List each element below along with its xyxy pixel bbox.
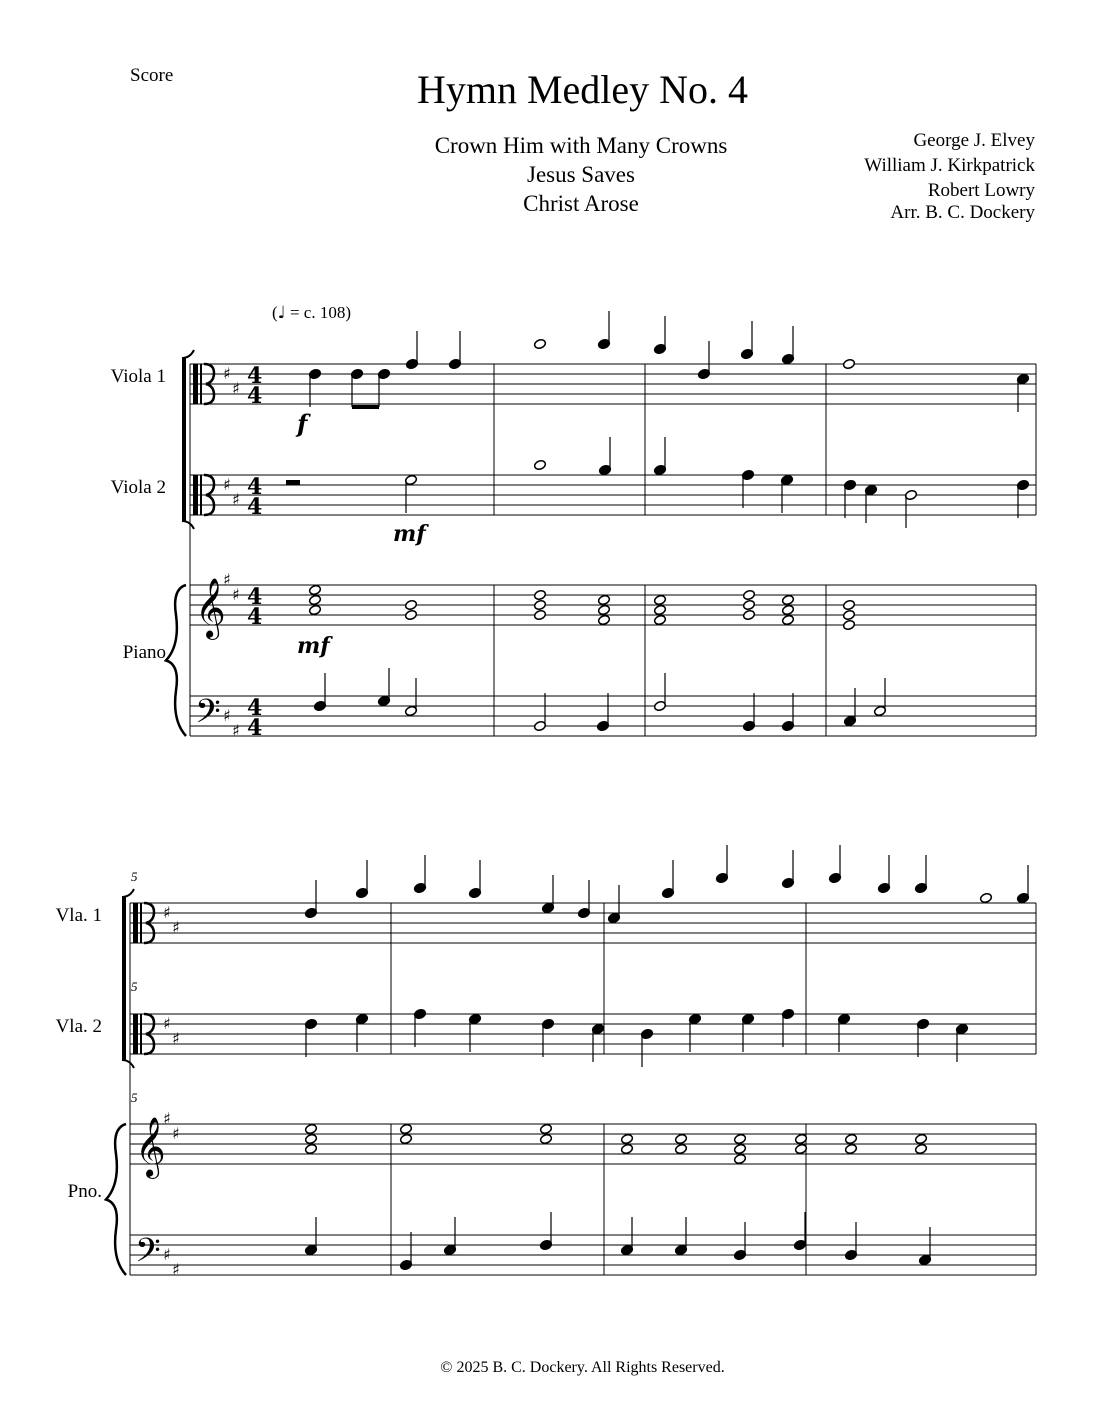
tempo-text: = c. 108 <box>289 303 346 322</box>
bracket <box>122 897 126 1060</box>
notehead <box>844 1133 857 1144</box>
time-signature-beats: 4 <box>247 584 263 610</box>
bracket-hook <box>122 889 134 897</box>
subtitle-3: Christ Arose <box>523 191 639 216</box>
notehead <box>539 1133 552 1144</box>
notehead <box>979 892 992 903</box>
notehead <box>304 1143 317 1154</box>
notehead <box>742 599 755 610</box>
notehead <box>781 614 794 625</box>
sharp-icon: ♯ <box>172 1260 180 1279</box>
subtitle-1: Crown Him with Many Crowns <box>434 133 728 158</box>
notehead <box>308 594 321 605</box>
notehead <box>399 1123 412 1134</box>
measure-number-viola2: 5 <box>131 979 138 994</box>
bracket-hook <box>182 521 194 529</box>
bracket-hook <box>122 1060 134 1068</box>
notehead <box>842 619 855 630</box>
notehead <box>844 1143 857 1154</box>
copyright-notice: © 2025 B. C. Dockery. All Rights Reserved. <box>440 1359 725 1376</box>
sharp-icon: ♯ <box>172 918 180 937</box>
tempo-close: ) <box>345 303 352 322</box>
notehead <box>620 1143 633 1154</box>
notehead <box>742 589 755 600</box>
notehead <box>308 604 321 615</box>
sharp-icon: ♯ <box>163 1014 171 1033</box>
notehead <box>597 594 610 605</box>
notehead <box>533 589 546 600</box>
sharp-icon: ♯ <box>223 570 231 589</box>
notehead <box>914 1133 927 1144</box>
quarter-note-icon: ♩ <box>277 303 286 323</box>
alto-clef-icon <box>200 364 202 404</box>
alto-clef-icon <box>193 475 198 515</box>
time-signature-unit: 4 <box>247 383 263 409</box>
instrument-label-viola2-short: Vla. 2 <box>55 1016 102 1037</box>
notehead <box>597 604 610 615</box>
dynamic-viola2: mf <box>393 521 426 547</box>
alto-clef-icon <box>133 1014 138 1054</box>
measure-number-viola1: 5 <box>131 869 138 884</box>
alto-clef-icon <box>200 475 202 515</box>
alto-clef-icon <box>133 903 138 943</box>
notehead <box>842 358 855 369</box>
time-signature-unit: 4 <box>247 604 263 630</box>
sharp-icon: ♯ <box>223 475 231 494</box>
notehead <box>742 609 755 620</box>
notehead <box>733 1133 746 1144</box>
notehead <box>308 584 321 595</box>
staff-lines <box>106 350 1036 1275</box>
notehead <box>304 1133 317 1144</box>
time-signature-unit: 4 <box>247 494 263 520</box>
sharp-icon: ♯ <box>232 490 240 509</box>
sharp-icon: ♯ <box>172 1029 180 1048</box>
composer-2: William J. Kirkpatrick <box>864 155 1035 176</box>
notehead <box>399 1133 412 1144</box>
notehead <box>597 614 610 625</box>
notehead <box>842 609 855 620</box>
tempo-open: ( <box>272 303 278 322</box>
notehead <box>620 1133 633 1144</box>
sharp-icon: ♯ <box>232 721 240 740</box>
treble-clef-icon: 𝄞 <box>135 1117 166 1177</box>
composer-3: Robert Lowry <box>927 180 1035 201</box>
notehead <box>404 599 417 610</box>
sharp-icon: ♯ <box>163 903 171 922</box>
dynamic-viola1: f <box>297 409 308 438</box>
instrument-label-piano: Piano <box>122 642 166 663</box>
alto-clef-icon <box>140 903 142 943</box>
notehead <box>533 609 546 620</box>
sharp-icon: ♯ <box>163 1245 171 1264</box>
instrument-label-piano-short: Pno. <box>67 1181 102 1202</box>
composer-4: Arr. B. C. Dockery <box>890 202 1035 223</box>
bracket <box>182 358 186 521</box>
notehead <box>842 599 855 610</box>
sharp-icon: ♯ <box>223 706 231 725</box>
instrument-label-viola2: Viola 2 <box>110 477 166 498</box>
bass-clef-icon: 𝄢 <box>195 693 221 739</box>
sharp-icon: ♯ <box>163 1109 171 1128</box>
page-title: Hymn Medley No. 4 <box>416 67 749 112</box>
sharp-icon: ♯ <box>223 364 231 383</box>
composer-1: George J. Elvey <box>913 130 1035 151</box>
notehead <box>781 594 794 605</box>
sharp-icon: ♯ <box>172 1124 180 1143</box>
notehead <box>781 604 794 615</box>
notehead <box>404 609 417 620</box>
bass-clef-icon: 𝄢 <box>135 1232 161 1278</box>
score-label: Score <box>130 65 174 86</box>
alto-clef-icon <box>140 1014 142 1054</box>
half-rest-icon <box>286 480 300 485</box>
notehead <box>533 599 546 610</box>
notehead <box>653 604 666 615</box>
notehead <box>304 1123 317 1134</box>
notehead <box>533 459 546 470</box>
time-signature-beats: 4 <box>247 695 263 721</box>
notehead <box>533 338 546 349</box>
treble-clef-icon: 𝄞 <box>195 578 226 638</box>
subtitle-2: Jesus Saves <box>527 162 635 187</box>
instrument-label-viola1-short: Vla. 1 <box>55 905 102 926</box>
instrument-label-viola1: Viola 1 <box>110 366 166 387</box>
bracket-hook <box>182 350 194 358</box>
time-signature-beats: 4 <box>247 474 263 500</box>
piano-brace <box>106 1124 126 1275</box>
measure-number-piano: 5 <box>131 1090 138 1105</box>
notehead <box>674 1133 687 1144</box>
time-signature-unit: 4 <box>247 715 263 741</box>
notehead <box>539 1123 552 1134</box>
notehead <box>653 594 666 605</box>
notehead <box>733 1143 746 1154</box>
piano-brace <box>166 585 186 736</box>
dynamic-piano: mf <box>297 633 330 659</box>
alto-clef-icon <box>193 364 198 404</box>
notehead <box>674 1143 687 1154</box>
notehead <box>733 1153 746 1164</box>
sharp-icon: ♯ <box>232 585 240 604</box>
notehead <box>653 614 666 625</box>
time-signature-beats: 4 <box>247 363 263 389</box>
notehead <box>914 1143 927 1154</box>
sharp-icon: ♯ <box>232 379 240 398</box>
